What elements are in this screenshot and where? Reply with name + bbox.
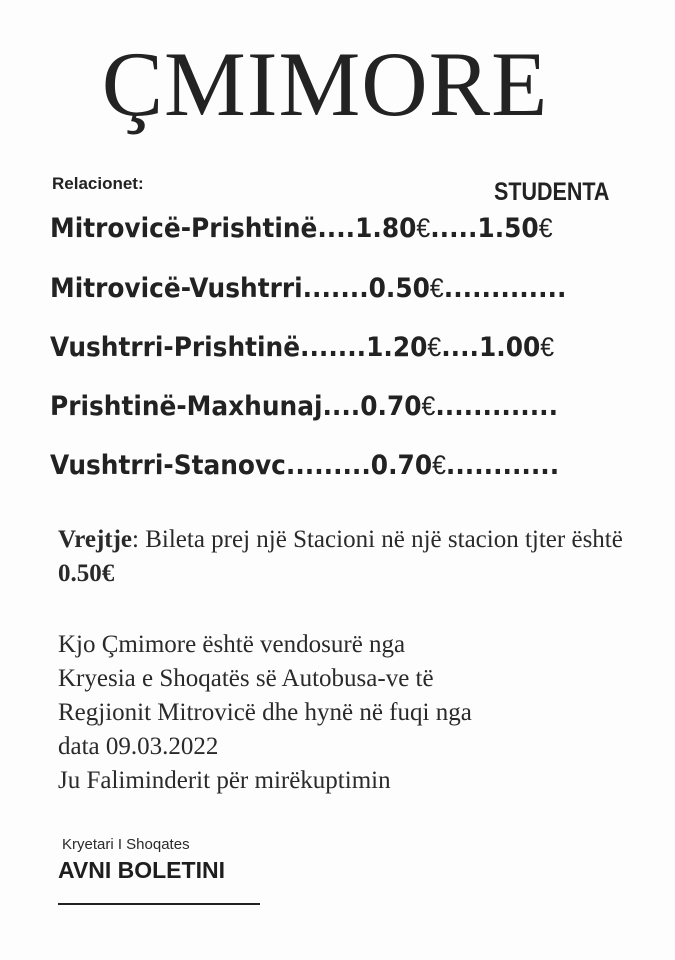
euro-sign: € — [540, 332, 555, 362]
students-column-label: STUDENTA — [494, 178, 610, 206]
note-label: Vrejtje — [58, 526, 133, 553]
page-title: ÇMIMORE — [101, 33, 549, 135]
route-row — [50, 275, 566, 302]
info-line: Regjionit Mitrovicë dhe hynë në fuqi nga — [58, 699, 472, 726]
route-text: Vushtrri-Stanovc.........0.70 — [50, 450, 433, 481]
euro-sign: € — [421, 391, 436, 421]
euro-sign: € — [427, 332, 442, 362]
route-tail: ............ — [445, 450, 560, 481]
route-tail: ............. — [443, 273, 567, 304]
euro-sign: € — [432, 450, 446, 480]
euro-sign: € — [538, 213, 553, 243]
route-text: Mitrovicë-Prishtinë....1.80 — [50, 213, 417, 244]
info-line: Ju Faliminderit për mirëkuptimin — [58, 767, 391, 794]
route-tail: ............. — [435, 391, 559, 422]
route-row — [50, 215, 553, 242]
euro-sign: € — [429, 273, 444, 303]
route-row — [50, 452, 559, 479]
info-paragraph — [58, 628, 648, 798]
info-line: data 09.03.2022 — [58, 733, 219, 760]
note-paragraph — [58, 523, 648, 591]
route-row — [50, 334, 554, 361]
route-text: Prishtinë-Maxhunaj....0.70 — [50, 391, 422, 422]
relations-label: Relacionet: — [52, 174, 144, 193]
route-row — [50, 393, 558, 420]
student-price: ....1.00 — [441, 332, 541, 363]
euro-sign: € — [416, 213, 431, 243]
signature-line — [58, 903, 260, 905]
route-text: Vushtrri-Prishtinë.......1.20 — [50, 332, 428, 363]
info-line: Kryesia e Shoqatës së Autobusa-ve të — [58, 665, 434, 692]
signature-role: Kryetari I Shoqates — [62, 836, 190, 853]
student-price: .....1.50 — [430, 213, 539, 244]
signature-name: AVNI BOLETINI — [58, 857, 225, 883]
note-text: : Bileta prej një Stacioni në një stacion tjter është — [132, 526, 623, 553]
route-text: Mitrovicë-Vushtrri.......0.50 — [50, 273, 430, 304]
info-line: Kjo Çmimore është vendosurë nga — [58, 631, 406, 658]
note-price: 0.50€ — [58, 560, 115, 587]
